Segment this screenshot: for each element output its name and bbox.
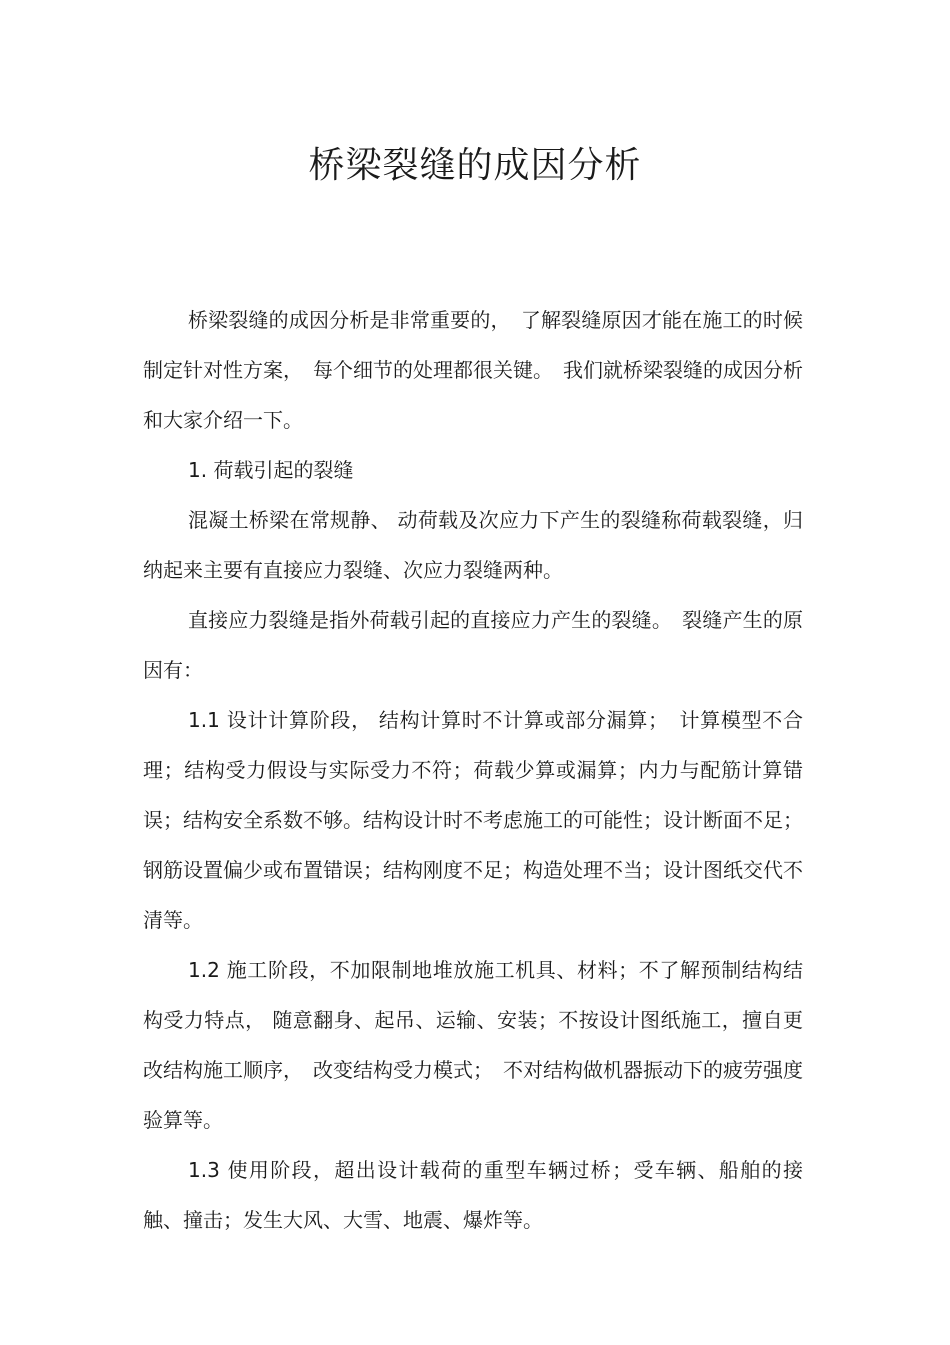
document-body <box>143 295 803 1245</box>
design-stage-paragraph: 1.1 设计计算阶段， 结构计算时不计算或部分漏算； 计算模型不合理；结构受力假设与实际受力不符；荷载少算或漏算；内力与配筋计算错误；结构安全系数不够。结构设计时不考虑施工的可能性；设计断面不足；钢筋设置偏少或布置错误；结构刚度不足；构造处理不当；设计图纸交代不清等。 <box>143 708 803 932</box>
document-title: 桥梁裂缝的成因分析 <box>308 145 642 186</box>
intro-paragraph: 桥梁裂缝的成因分析是非常重要的， 了解裂缝原因才能在施工的时候制定针对性方案， 每个细节的处理都很关键。 我们就桥梁裂缝的成因分析和大家介绍一下。 <box>143 308 803 432</box>
section-heading-load-cracks: 1. 荷载引起的裂缝 <box>188 458 354 482</box>
load-cracks-paragraph: 混凝土桥梁在常规静、 动荷载及次应力下产生的裂缝称荷载裂缝，归纳起来主要有直接应力裂缝、次应力裂缝两种。 <box>143 508 803 582</box>
direct-stress-paragraph: 直接应力裂缝是指外荷载引起的直接应力产生的裂缝。 裂缝产生的原因有： <box>143 608 803 682</box>
construction-stage-paragraph: 1.2 施工阶段，不加限制地堆放施工机具、材料；不了解预制结构结构受力特点， 随意翻身、起吊、运输、安装；不按设计图纸施工，擅自更改结构施工顺序， 改变结构受力模式； 不对结构做机器振动下的疲劳强度验算等。 <box>143 958 803 1132</box>
usage-stage-paragraph: 1.3 使用阶段，超出设计载荷的重型车辆过桥；受车辆、船舶的接触、撞击；发生大风、大雪、地震、爆炸等。 <box>143 1158 803 1232</box>
